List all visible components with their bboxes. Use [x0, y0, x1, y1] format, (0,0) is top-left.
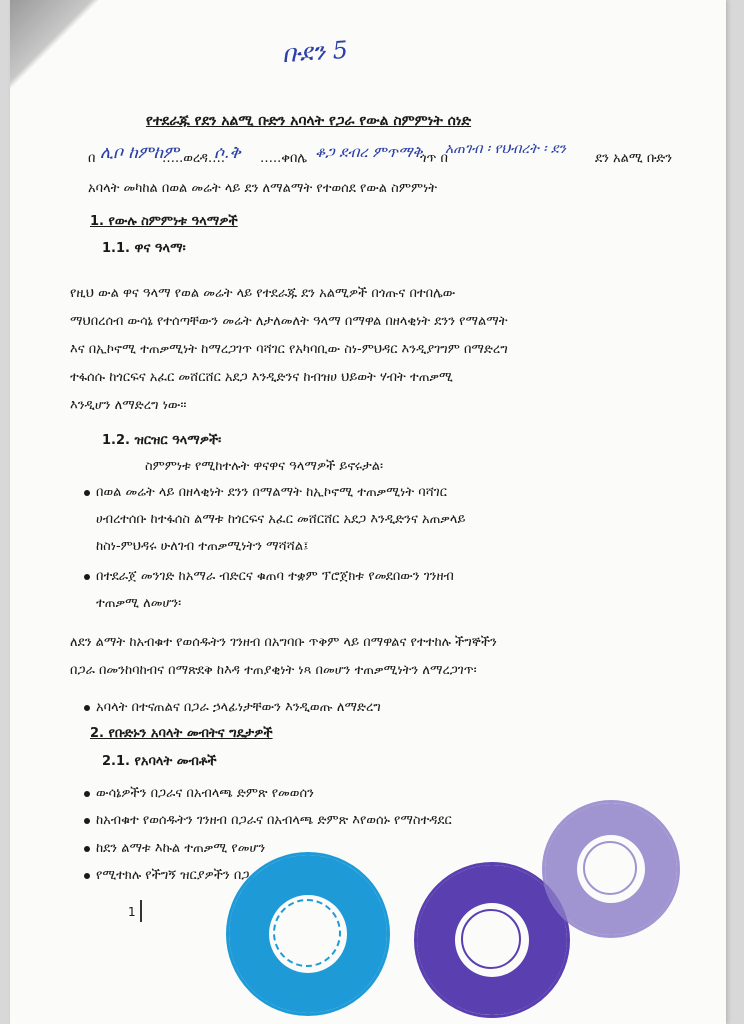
intro-woreda-label: …..ወረዳ….: [162, 151, 226, 166]
page-number-mark: [140, 900, 142, 922]
intro-group-label: ጎጥ በ: [420, 151, 448, 166]
section1-para-line: የዚህ ውል ዋና ዓላማ የወል መሬት ላይ የተደራጁ ደን አልሚዎች በጎጡና በተበሌው: [70, 286, 456, 301]
page-number: 1: [128, 905, 136, 919]
intro-kebele-label: …..ቀበሌ: [260, 151, 308, 166]
intro-zone-handwritten: ሊቦ ከምከም: [100, 143, 179, 163]
bullet-mark: [84, 846, 90, 852]
bullet-line: በተደራጀ መንገድ ከአማራ ብድርና ቁጠባ ተቋም ፕሮጀክቱ የመደበውን ገንዘብ: [96, 569, 454, 584]
bullet-line: ውሳኔዎችን በጋራና በአብላጫ ድምጽ የመወሰን: [96, 786, 314, 801]
section1-sub2-heading: 1.2. ዝርዝር ዓላማዎች፡: [102, 433, 222, 448]
section2-heading: 2. የቡድኑን አባላት መብትና ግዴታዎች: [90, 726, 273, 741]
bullet-line: ከአብቁተ የወሰዱትን ገንዘብ በጋራና በአብላጫ ድምጽ እየወሰኑ የማስተዳደር: [96, 813, 452, 828]
intro-rest-line1: ደን አልሚ ቡድን: [595, 151, 673, 166]
handwritten-note: ቡደን 5: [281, 35, 349, 69]
intro-line2: አባላት መካከል በወል መሬት ላይ ደን ለማልማት የተወሰደ የውል ስምምነት: [88, 181, 438, 196]
bullet-mark: [84, 873, 90, 879]
official-seal-violet: [542, 800, 680, 938]
bullet-mark: [84, 574, 90, 580]
bullet-line: ከስነ-ምህዳሩ ሁለገብ ተጠቃሚነትን ማሻሻል፤: [96, 539, 309, 554]
bullet-mark: [84, 818, 90, 824]
intro-woreda-handwritten: ሶ.ቅ: [214, 143, 241, 163]
bullet-mark: [84, 791, 90, 797]
seal-inner-ring: [583, 841, 637, 895]
bullet-line: ከደን ልማቱ እኩል ተጠቃሚ የመሆን: [96, 841, 266, 856]
section1-para-line: ማህበረሰብ ውሳኔ የተሰጣቸውን መሬት ለታለመለት ዓላማ በማዋል በዘላቂነት ደንን የማልማት: [70, 314, 508, 329]
intro-kebele-handwritten: ቆጋ ደብረ ምጥማቅ: [315, 143, 423, 161]
seal-inner-ring: [273, 899, 341, 967]
bullet-line: የሚተክሉ የችግኝ ዝርያዎችን በጋራ ለትተዳደር የመወሰን: [96, 868, 357, 883]
section1-para-line: እንዲሆን ለማድረግ ነው፡፡: [70, 398, 187, 413]
section1-sub1-heading: 1.1. ዋና ዓላማ፡: [102, 241, 186, 256]
bullet-mark: [84, 705, 90, 711]
seal-inner-ring: [461, 909, 521, 969]
section1-heading: 1. የውሉ ስምምነቱ ዓላማዎች: [90, 214, 238, 229]
page-corner-fold: [10, 0, 100, 90]
section1-para2-line: ለደን ልማት ከአብቁተ የወሰዱትን ገንዘብ በአግባቡ ጥቅም ላይ በማዋልና የተተከሉ ችግኞችን: [70, 635, 497, 650]
section1-sub2-intro: ስምምነቱ የሚከተሉት ዋናዋና ዓላማዎች ይኖሩታል፡: [145, 459, 384, 474]
bullet-line: በወል መሬት ላይ በዘላቂነት ደንን በማልማት ከኢኮኖሚ ተጠቃሚነት ባሻገር: [96, 485, 447, 500]
document-page: [10, 0, 726, 1024]
bullet-line: አባላት በተናጠልና በጋራ ኃላፊነታቸውን እንዲወጡ ለማድረግ: [96, 700, 381, 715]
section1-para-line: ተፋሰሱ ከጎርፍና አፈር መሸርሸር አደጋ እንዲድንና ከብዝሀ ህይወት ሃብት ተጠቃሚ: [70, 370, 453, 385]
bullet-mark: [84, 490, 90, 496]
section1-para-line: እና በኢኮኖሚ ተጠቃሚነት ከማረጋገጥ ባሻገር የአካባቢው ስነ-ምህዳር እንዲያገግም በማድረግ: [70, 342, 508, 357]
official-seal-blue: [226, 852, 390, 1016]
intro-prefix: በ: [88, 151, 96, 166]
section1-para2-line: በጋራ በመንከባከብና በማጽደቅ ከእዳ ተጠያቂነት ነጻ በመሆን ተጠቃሚነትን ለማረጋገጥ፡: [70, 663, 477, 678]
bullet-line: ተጠቃሚ ለመሆን፡: [96, 596, 182, 611]
seal-star-icon: ★: [477, 993, 488, 1007]
seal-star-icon: ☆: [239, 965, 252, 981]
bullet-line: ሀብረተሰቡ ከተፋሰስ ልማቱ ከጎርፍና አፈር መሸርሸር አደጋ እንዲድንና አጠቃላይ: [96, 512, 466, 527]
section2-sub1-heading: 2.1. የአባላት መብቶች: [102, 754, 217, 769]
document-title: የተደራጁ የደን አልሚ ቡድን አባላት የጋራ የውል ስምምነት ሰነድ: [146, 113, 472, 129]
intro-group-handwritten: አጠገብ ፡ የህብረት ፡ ደን: [445, 141, 566, 157]
